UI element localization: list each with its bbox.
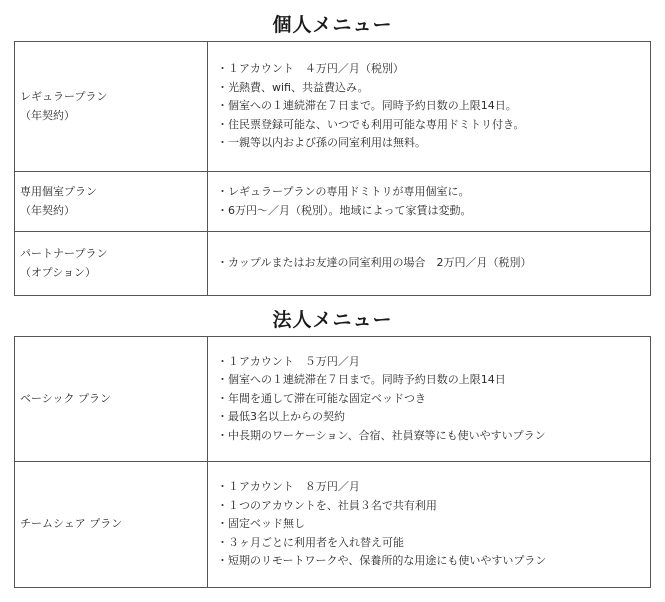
plan-detail-item: ・ １アカウント ５万円／月 (217, 353, 650, 372)
plan-detail-item: ・ 中長期のワーケーション、合宿、社員寮等にも使いやすいプラン (217, 427, 650, 446)
table-row (15, 42, 651, 172)
plan-detail-cell (208, 42, 651, 172)
personal-menu-table (14, 41, 651, 296)
plan-detail-item: ・ カップルまたはお友達の同室利用の場合 2万円／月（税別） (217, 254, 650, 273)
plan-detail-item: ・ 固定ベッド無し (217, 515, 650, 534)
plan-detail-cell (208, 172, 651, 232)
corporate-menu-table (14, 336, 651, 588)
plan-name-cell (15, 42, 208, 172)
plan-contract-type: （年契約） (20, 108, 75, 122)
plan-detail-cell (208, 462, 651, 588)
plan-name-cell (15, 232, 208, 296)
plan-detail-item: ・ 光熱費、wifi、共益費込み。 (217, 79, 650, 98)
plan-detail-item: ・ 個室への１連続滞在７日まで。同時予約日数の上限14日 (217, 371, 650, 390)
plan-detail-item: ・ 年間を通して滞在可能な固定ベッドつき (217, 390, 650, 409)
plan-detail-item: ・ ３ヶ月ごとに利用者を入れ替え可能 (217, 534, 650, 553)
plan-detail-item: ・ 6万円〜／月（税別）。地域によって家賃は変動。 (217, 202, 650, 221)
table-row (15, 337, 651, 462)
plan-detail-item: ・ 住民票登録可能な、いつでも利用可能な専用ドミトリ付き。 (217, 116, 650, 135)
plan-name-cell (15, 337, 208, 462)
table-row (15, 172, 651, 232)
plan-contract-type: （オプション） (20, 265, 97, 279)
personal-menu-title: 個人メニュー (272, 14, 393, 36)
plan-detail-cell (208, 232, 651, 296)
plan-detail-item: ・ 短期のリモートワークや、保養所的な用途にも使いやすいプラン (217, 552, 650, 571)
plan-detail-cell (208, 337, 651, 462)
plan-name: パートナープラン (20, 247, 108, 260)
plan-detail-item: ・ 一親等以内および孫の同室利用は無料。 (217, 134, 650, 153)
plan-name-cell (15, 172, 208, 232)
plan-name-cell (15, 462, 208, 588)
plan-detail-item: ・ １つのアカウントを、社員３名で共有利用 (217, 497, 650, 516)
corporate-menu-title: 法人メニュー (272, 309, 393, 331)
table-row (15, 232, 651, 296)
plan-name: ベーシック プラン (20, 391, 112, 405)
plan-detail-item: ・ レギュラープランの専用ドミトリが専用個室に。 (217, 183, 650, 202)
plan-name: レギュラープラン (20, 90, 108, 103)
plan-detail-item: ・ 最低3名以上からの契約 (217, 408, 650, 427)
plan-detail-item: ・ １アカウント ８万円／月 (217, 478, 650, 497)
plan-detail-item: ・ 個室への１連続滞在７日まで。同時予約日数の上限14日。 (217, 97, 650, 116)
plan-name: チームシェア プラン (20, 517, 123, 531)
plan-contract-type: （年契約） (20, 203, 75, 217)
plan-detail-item: ・ １アカウント ４万円／月（税別） (217, 60, 650, 79)
table-row (15, 462, 651, 588)
plan-name: 専用個室プラン (20, 185, 97, 198)
